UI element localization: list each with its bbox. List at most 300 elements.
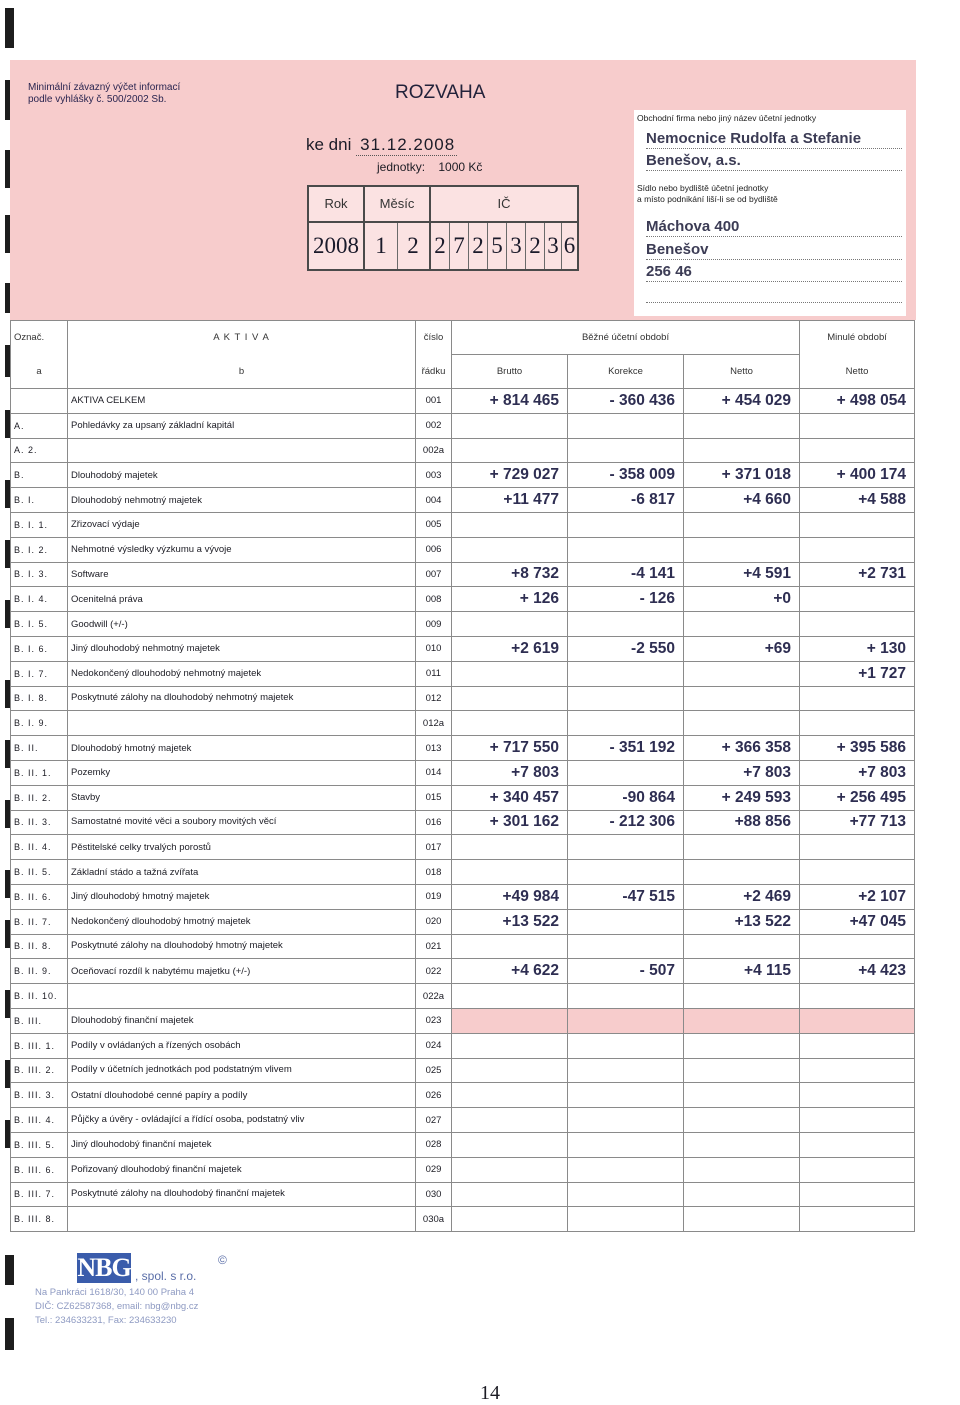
row-label: Poskytnuté zálohy na dlouhodobý nehmotný majetek bbox=[68, 686, 416, 711]
row-label: Poskytnuté zálohy na dlouhodobý hmotný majetek bbox=[68, 934, 416, 959]
row-oznac: B. II. 3. bbox=[11, 810, 68, 835]
value-ic-digit: 2 bbox=[434, 233, 446, 258]
row-oznac: B. I. 4. bbox=[11, 587, 68, 612]
row-korekce bbox=[568, 413, 684, 438]
row-brutto: + 301 162 bbox=[452, 810, 568, 835]
table-row bbox=[11, 1058, 915, 1083]
logo-subtitle: , spol. s r.o. bbox=[135, 1269, 197, 1283]
scan-mark bbox=[5, 8, 14, 48]
value-mesic-digit: 2 bbox=[407, 233, 419, 258]
table-row bbox=[11, 1033, 915, 1058]
row-number: 011 bbox=[416, 661, 452, 686]
table-row bbox=[11, 736, 915, 761]
row-oznac: A. 2. bbox=[11, 438, 68, 463]
row-label: Podíly v účetních jednotkách pod podstatným vlivem bbox=[68, 1058, 416, 1083]
row-netto: + 371 018 bbox=[684, 463, 800, 488]
table-row bbox=[11, 661, 915, 686]
row-netto-prev bbox=[800, 686, 915, 711]
table-header-row bbox=[11, 321, 915, 355]
units-label: jednotky: bbox=[377, 160, 426, 174]
row-netto bbox=[684, 1058, 800, 1083]
col-korekce: Korekce bbox=[568, 355, 684, 389]
id-table bbox=[307, 185, 579, 271]
row-oznac: B. I. bbox=[11, 488, 68, 513]
header-mesic: Měsíc bbox=[379, 196, 415, 211]
row-netto bbox=[684, 860, 800, 885]
row-oznac: B. II. 4. bbox=[11, 835, 68, 860]
row-label: Jiný dlouhodobý finanční majetek bbox=[68, 1132, 416, 1157]
row-brutto bbox=[452, 1008, 568, 1033]
row-korekce bbox=[568, 934, 684, 959]
row-korekce bbox=[568, 686, 684, 711]
page-number: 14 bbox=[480, 1382, 500, 1404]
row-label: Software bbox=[68, 562, 416, 587]
row-number: 019 bbox=[416, 884, 452, 909]
row-label: Nehmotné výsledky výzkumu a vývoje bbox=[68, 537, 416, 562]
row-netto-prev bbox=[800, 1207, 915, 1232]
row-netto-prev: +1 727 bbox=[800, 661, 915, 686]
company-zip: 256 46 bbox=[646, 263, 902, 282]
row-brutto: +49 984 bbox=[452, 884, 568, 909]
row-netto-prev bbox=[800, 1008, 915, 1033]
row-oznac: B. II. 10. bbox=[11, 984, 68, 1009]
row-netto bbox=[684, 984, 800, 1009]
row-number: 021 bbox=[416, 934, 452, 959]
company-box bbox=[634, 110, 906, 316]
row-label: Dlouhodobý majetek bbox=[68, 463, 416, 488]
row-number: 023 bbox=[416, 1008, 452, 1033]
row-number: 014 bbox=[416, 760, 452, 785]
table-row bbox=[11, 1008, 915, 1033]
row-korekce: - 126 bbox=[568, 587, 684, 612]
row-netto: + 249 593 bbox=[684, 785, 800, 810]
table-row bbox=[11, 984, 915, 1009]
row-number: 007 bbox=[416, 562, 452, 587]
units-line bbox=[377, 160, 482, 174]
table-row bbox=[11, 463, 915, 488]
value-ic-digit: 7 bbox=[453, 233, 465, 258]
row-brutto bbox=[452, 1058, 568, 1083]
row-netto-prev bbox=[800, 1033, 915, 1058]
row-netto bbox=[684, 512, 800, 537]
row-brutto: + 729 027 bbox=[452, 463, 568, 488]
company-street: Máchova 400 bbox=[646, 218, 902, 237]
row-label: Jiný dlouhodobý hmotný majetek bbox=[68, 884, 416, 909]
row-brutto bbox=[452, 686, 568, 711]
row-label: Pohledávky za upsaný základní kapitál bbox=[68, 413, 416, 438]
row-netto-prev: +77 713 bbox=[800, 810, 915, 835]
table-row bbox=[11, 1207, 915, 1232]
row-korekce bbox=[568, 1033, 684, 1058]
row-label bbox=[68, 984, 416, 1009]
col-netto-prev: Netto bbox=[800, 355, 915, 389]
row-netto-prev: +2 731 bbox=[800, 562, 915, 587]
row-oznac: B. III. 7. bbox=[11, 1182, 68, 1207]
col-radku: řádku bbox=[416, 355, 452, 389]
table-row bbox=[11, 587, 915, 612]
row-korekce bbox=[568, 438, 684, 463]
row-label: Dlouhodobý nehmotný majetek bbox=[68, 488, 416, 513]
row-korekce bbox=[568, 984, 684, 1009]
row-netto-prev bbox=[800, 1108, 915, 1133]
row-oznac: B. III. 6. bbox=[11, 1157, 68, 1182]
row-oznac: B. II. 7. bbox=[11, 909, 68, 934]
table-row bbox=[11, 909, 915, 934]
row-label: Goodwill (+/-) bbox=[68, 612, 416, 637]
value-mesic-digit: 1 bbox=[375, 233, 387, 258]
row-netto bbox=[684, 934, 800, 959]
row-netto-prev bbox=[800, 860, 915, 885]
row-netto-prev bbox=[800, 711, 915, 736]
row-label: Pěstitelské celky trvalých porostů bbox=[68, 835, 416, 860]
row-oznac: B. I. 5. bbox=[11, 612, 68, 637]
row-number: 006 bbox=[416, 537, 452, 562]
table-row bbox=[11, 389, 915, 414]
table-row bbox=[11, 1083, 915, 1108]
row-korekce: - 212 306 bbox=[568, 810, 684, 835]
table-row bbox=[11, 537, 915, 562]
col-brutto: Brutto bbox=[452, 355, 568, 389]
row-korekce bbox=[568, 612, 684, 637]
row-brutto bbox=[452, 1207, 568, 1232]
row-number: 001 bbox=[416, 389, 452, 414]
row-korekce: -6 817 bbox=[568, 488, 684, 513]
row-netto-prev: +4 423 bbox=[800, 959, 915, 984]
row-number: 009 bbox=[416, 612, 452, 637]
row-number: 027 bbox=[416, 1108, 452, 1133]
row-oznac: A. bbox=[11, 413, 68, 438]
row-netto: +4 660 bbox=[684, 488, 800, 513]
seat-label-line2: a místo podnikání liší-li se od bydliště bbox=[637, 194, 778, 204]
company-name-line1: Nemocnice Rudolfa a Stefanie bbox=[646, 130, 902, 149]
table-subheader-row bbox=[11, 355, 915, 389]
row-brutto: +4 622 bbox=[452, 959, 568, 984]
table-row bbox=[11, 711, 915, 736]
table-row bbox=[11, 562, 915, 587]
row-label: Poskytnuté zálohy na dlouhodobý finanční majetek bbox=[68, 1182, 416, 1207]
row-korekce bbox=[568, 760, 684, 785]
row-number: 020 bbox=[416, 909, 452, 934]
row-number: 026 bbox=[416, 1083, 452, 1108]
publisher-address: Na Pankráci 1618/30, 140 00 Praha 4 bbox=[35, 1287, 194, 1298]
copyright-mark: © bbox=[218, 1253, 227, 1267]
table-row bbox=[11, 686, 915, 711]
value-ic-digit: 3 bbox=[547, 233, 559, 258]
col-netto: Netto bbox=[684, 355, 800, 389]
row-korekce bbox=[568, 1182, 684, 1207]
row-netto-prev: + 256 495 bbox=[800, 785, 915, 810]
table-row bbox=[11, 884, 915, 909]
row-korekce bbox=[568, 661, 684, 686]
row-label: Dlouhodobý hmotný majetek bbox=[68, 736, 416, 761]
table-row bbox=[11, 959, 915, 984]
col-minule: Minulé období bbox=[800, 321, 915, 355]
row-number: 022a bbox=[416, 984, 452, 1009]
row-netto bbox=[684, 438, 800, 463]
row-netto-prev: +4 588 bbox=[800, 488, 915, 513]
company-name-label: Obchodní firma nebo jiný název účetní jednotky bbox=[637, 113, 817, 123]
row-netto-prev: + 400 174 bbox=[800, 463, 915, 488]
row-netto-prev: +47 045 bbox=[800, 909, 915, 934]
row-number: 002a bbox=[416, 438, 452, 463]
row-netto-prev bbox=[800, 1058, 915, 1083]
value-ic-digit: 5 bbox=[491, 233, 503, 258]
table-row bbox=[11, 785, 915, 810]
table-row bbox=[11, 1182, 915, 1207]
table-row bbox=[11, 1108, 915, 1133]
row-number: 015 bbox=[416, 785, 452, 810]
table-row bbox=[11, 488, 915, 513]
row-korekce bbox=[568, 1157, 684, 1182]
row-label: AKTIVA CELKEM bbox=[68, 389, 416, 414]
row-korekce: - 507 bbox=[568, 959, 684, 984]
date-line bbox=[306, 135, 457, 155]
row-brutto bbox=[452, 1157, 568, 1182]
row-netto: +88 856 bbox=[684, 810, 800, 835]
value-rok: 2008 bbox=[313, 233, 359, 258]
row-brutto bbox=[452, 1033, 568, 1058]
row-netto: +4 591 bbox=[684, 562, 800, 587]
row-label: Pozemky bbox=[68, 760, 416, 785]
row-netto bbox=[684, 1182, 800, 1207]
row-korekce bbox=[568, 1058, 684, 1083]
row-oznac: B. III. 8. bbox=[11, 1207, 68, 1232]
row-netto bbox=[684, 1008, 800, 1033]
row-oznac: B. I. 2. bbox=[11, 537, 68, 562]
row-oznac: B. I. 6. bbox=[11, 636, 68, 661]
seat-label-line1: Sídlo nebo bydliště účetní jednotky bbox=[637, 183, 769, 193]
row-netto bbox=[684, 1083, 800, 1108]
row-netto: +7 803 bbox=[684, 760, 800, 785]
row-oznac: B. II. 9. bbox=[11, 959, 68, 984]
legal-note: Minimální závazný výčet informací podle vyhlášky č. 500/2002 Sb. bbox=[28, 82, 181, 105]
row-brutto bbox=[452, 537, 568, 562]
row-brutto bbox=[452, 512, 568, 537]
row-brutto bbox=[452, 835, 568, 860]
row-number: 029 bbox=[416, 1157, 452, 1182]
row-brutto bbox=[452, 438, 568, 463]
units-value: 1000 Kč bbox=[438, 160, 483, 174]
row-netto-prev bbox=[800, 537, 915, 562]
row-netto bbox=[684, 661, 800, 686]
row-netto bbox=[684, 1033, 800, 1058]
value-ic-digit: 3 bbox=[510, 233, 522, 258]
col-cislo: číslo bbox=[416, 321, 452, 355]
row-oznac: B. I. 8. bbox=[11, 686, 68, 711]
publisher-contact: DIČ: CZ62587368, email: nbg@nbg.cz bbox=[35, 1301, 199, 1312]
row-label: Podíly v ovládaných a řízených osobách bbox=[68, 1033, 416, 1058]
row-brutto bbox=[452, 661, 568, 686]
row-oznac: B. III. bbox=[11, 1008, 68, 1033]
row-netto bbox=[684, 686, 800, 711]
nbg-logo: NBG bbox=[77, 1253, 131, 1282]
row-label: Nedokončený dlouhodobý hmotný majetek bbox=[68, 909, 416, 934]
row-label: Stavby bbox=[68, 785, 416, 810]
row-label: Ocenitelná práva bbox=[68, 587, 416, 612]
row-korekce bbox=[568, 835, 684, 860]
row-label: Dlouhodobý finanční majetek bbox=[68, 1008, 416, 1033]
row-netto-prev bbox=[800, 1182, 915, 1207]
row-brutto bbox=[452, 612, 568, 637]
row-brutto bbox=[452, 934, 568, 959]
row-number: 004 bbox=[416, 488, 452, 513]
row-korekce bbox=[568, 860, 684, 885]
row-netto: +2 469 bbox=[684, 884, 800, 909]
row-netto-prev bbox=[800, 1132, 915, 1157]
row-oznac: B. III. 4. bbox=[11, 1108, 68, 1133]
company-name-line2: Benešov, a.s. bbox=[646, 152, 902, 171]
row-number: 003 bbox=[416, 463, 452, 488]
row-brutto: +13 522 bbox=[452, 909, 568, 934]
row-netto: + 454 029 bbox=[684, 389, 800, 414]
row-number: 013 bbox=[416, 736, 452, 761]
row-label: Ostatní dlouhodobé cenné papíry a podíly bbox=[68, 1083, 416, 1108]
row-number: 016 bbox=[416, 810, 452, 835]
row-korekce: - 351 192 bbox=[568, 736, 684, 761]
row-label: Jiný dlouhodobý nehmotný majetek bbox=[68, 636, 416, 661]
row-number: 018 bbox=[416, 860, 452, 885]
row-number: 005 bbox=[416, 512, 452, 537]
table-row bbox=[11, 413, 915, 438]
row-label bbox=[68, 1207, 416, 1232]
col-bezne: Běžné účetní období bbox=[452, 321, 800, 355]
company-city: Benešov bbox=[646, 241, 902, 260]
assets-table bbox=[10, 320, 915, 1232]
table-row bbox=[11, 760, 915, 785]
col-aktiva: A K T I V A bbox=[68, 321, 416, 355]
table-row bbox=[11, 1132, 915, 1157]
row-netto-prev bbox=[800, 438, 915, 463]
row-label bbox=[68, 711, 416, 736]
col-oznac-sub: a bbox=[11, 355, 68, 389]
row-number: 030 bbox=[416, 1182, 452, 1207]
row-netto-prev: + 130 bbox=[800, 636, 915, 661]
row-brutto: + 717 550 bbox=[452, 736, 568, 761]
row-oznac: B. bbox=[11, 463, 68, 488]
row-netto-prev: +2 107 bbox=[800, 884, 915, 909]
row-number: 008 bbox=[416, 587, 452, 612]
row-netto: +69 bbox=[684, 636, 800, 661]
table-row bbox=[11, 438, 915, 463]
row-label: Oceňovací rozdíl k nabytému majetku (+/-) bbox=[68, 959, 416, 984]
row-label: Základní stádo a tažná zvířata bbox=[68, 860, 416, 885]
row-brutto: +7 803 bbox=[452, 760, 568, 785]
table-row bbox=[11, 860, 915, 885]
publisher-phone: Tel.: 234633231, Fax: 234633230 bbox=[35, 1315, 177, 1326]
row-oznac: B. II. bbox=[11, 736, 68, 761]
row-oznac: B. II. 6. bbox=[11, 884, 68, 909]
page-title: ROZVAHA bbox=[395, 82, 486, 103]
row-label: Samostatné movité věci a soubory movitých věcí bbox=[68, 810, 416, 835]
row-netto-prev bbox=[800, 835, 915, 860]
row-brutto bbox=[452, 1108, 568, 1133]
row-netto bbox=[684, 1207, 800, 1232]
row-number: 028 bbox=[416, 1132, 452, 1157]
value-ic-digit: 2 bbox=[472, 233, 484, 258]
table-row bbox=[11, 636, 915, 661]
table-row bbox=[11, 934, 915, 959]
row-korekce bbox=[568, 1008, 684, 1033]
row-netto: +13 522 bbox=[684, 909, 800, 934]
row-number: 002 bbox=[416, 413, 452, 438]
value-ic-digit: 6 bbox=[563, 233, 576, 258]
row-brutto: +8 732 bbox=[452, 562, 568, 587]
row-oznac: B. III. 5. bbox=[11, 1132, 68, 1157]
row-brutto: +2 619 bbox=[452, 636, 568, 661]
row-korekce bbox=[568, 1108, 684, 1133]
row-label bbox=[68, 438, 416, 463]
row-label: Zřizovací výdaje bbox=[68, 512, 416, 537]
row-oznac: B. I. 7. bbox=[11, 661, 68, 686]
row-brutto bbox=[452, 860, 568, 885]
row-brutto bbox=[452, 413, 568, 438]
date-value: 31.12.2008 bbox=[356, 135, 457, 156]
row-netto-prev bbox=[800, 984, 915, 1009]
row-netto-prev: + 498 054 bbox=[800, 389, 915, 414]
row-netto-prev bbox=[800, 1157, 915, 1182]
row-number: 012 bbox=[416, 686, 452, 711]
row-number: 030a bbox=[416, 1207, 452, 1232]
row-oznac: B. III. 1. bbox=[11, 1033, 68, 1058]
row-label: Půjčky a úvěry - ovládající a řídící osoba, podstatný vliv bbox=[68, 1108, 416, 1133]
row-number: 024 bbox=[416, 1033, 452, 1058]
row-oznac: B. II. 2. bbox=[11, 785, 68, 810]
header-ic: IČ bbox=[497, 196, 511, 211]
row-korekce: -47 515 bbox=[568, 884, 684, 909]
row-netto bbox=[684, 711, 800, 736]
row-brutto bbox=[452, 1182, 568, 1207]
row-korekce: -2 550 bbox=[568, 636, 684, 661]
scan-mark bbox=[5, 1255, 14, 1285]
row-oznac: B. III. 3. bbox=[11, 1083, 68, 1108]
row-number: 025 bbox=[416, 1058, 452, 1083]
row-oznac: B. II. 1. bbox=[11, 760, 68, 785]
row-label: Nedokončený dlouhodobý nehmotný majetek bbox=[68, 661, 416, 686]
date-label: ke dni bbox=[306, 135, 352, 154]
row-korekce bbox=[568, 512, 684, 537]
row-korekce: - 358 009 bbox=[568, 463, 684, 488]
row-oznac: B. II. 8. bbox=[11, 934, 68, 959]
scan-mark bbox=[5, 1318, 14, 1350]
row-korekce bbox=[568, 909, 684, 934]
row-netto bbox=[684, 537, 800, 562]
row-netto-prev bbox=[800, 587, 915, 612]
header-rok: Rok bbox=[324, 196, 348, 211]
table-row bbox=[11, 810, 915, 835]
table-row bbox=[11, 1157, 915, 1182]
form-header bbox=[10, 60, 916, 320]
row-number: 022 bbox=[416, 959, 452, 984]
row-netto-prev bbox=[800, 413, 915, 438]
row-korekce: - 360 436 bbox=[568, 389, 684, 414]
row-korekce bbox=[568, 1207, 684, 1232]
col-oznac: Označ. bbox=[11, 321, 68, 355]
row-number: 017 bbox=[416, 835, 452, 860]
row-netto-prev bbox=[800, 512, 915, 537]
row-number: 010 bbox=[416, 636, 452, 661]
row-korekce bbox=[568, 711, 684, 736]
table-row bbox=[11, 612, 915, 637]
row-brutto: +11 477 bbox=[452, 488, 568, 513]
table-row bbox=[11, 835, 915, 860]
row-netto bbox=[684, 1108, 800, 1133]
row-brutto: + 814 465 bbox=[452, 389, 568, 414]
row-brutto bbox=[452, 984, 568, 1009]
row-brutto: + 340 457 bbox=[452, 785, 568, 810]
col-aktiva-sub: b bbox=[68, 355, 416, 389]
row-netto bbox=[684, 413, 800, 438]
row-oznac: B. II. 5. bbox=[11, 860, 68, 885]
